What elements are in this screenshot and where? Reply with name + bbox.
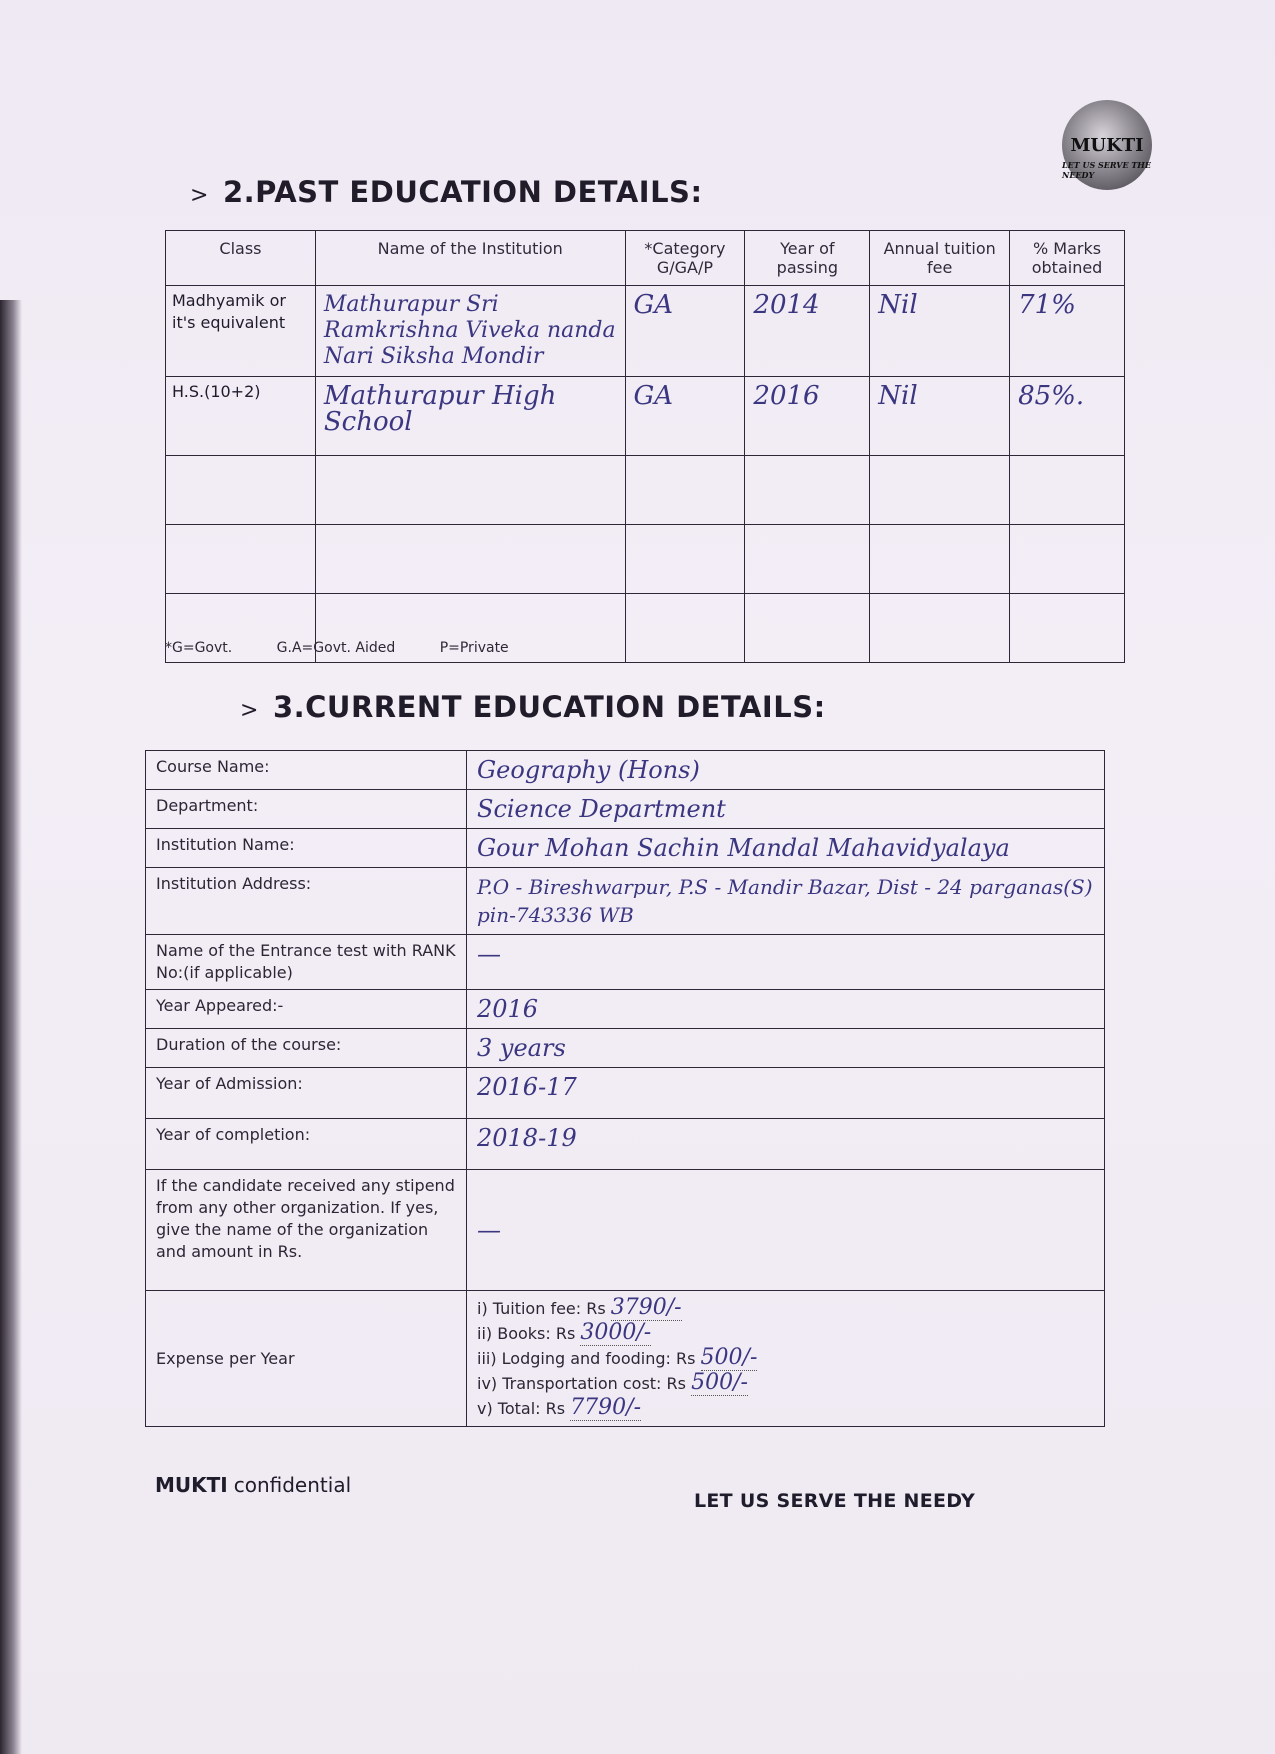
expense-item-label: ii) Books: Rs: [477, 1324, 576, 1343]
current-education-title: [240, 690, 826, 724]
current-title-text: 3.CURRENT EDUCATION DETAILS:: [272, 690, 826, 724]
field-label: Duration of the course:: [146, 1029, 467, 1068]
expense-item: [477, 1296, 1094, 1321]
expense-item: [477, 1321, 1094, 1346]
bullet-arrow-icon: >: [190, 183, 209, 208]
table-row: [146, 1068, 1105, 1119]
expense-item-amount: 500/-: [700, 1345, 758, 1370]
field-label: Institution Name:: [146, 829, 467, 868]
expense-item: [477, 1396, 1094, 1421]
header-class: Class: [166, 231, 316, 286]
past-education-title: [190, 175, 703, 209]
current-education-table: [145, 750, 1105, 1427]
past-title-text: 2.PAST EDUCATION DETAILS:: [222, 175, 703, 209]
table-row: [146, 868, 1105, 935]
table-row-empty: [166, 456, 1125, 525]
field-value: Science Department: [467, 790, 1105, 829]
table-row: [146, 829, 1105, 868]
row-class: Madhyamik or it's equivalent: [166, 286, 316, 377]
table-row: [146, 990, 1105, 1029]
expense-item-label: iii) Lodging and fooding: Rs: [477, 1349, 696, 1368]
field-value: Gour Mohan Sachin Mandal Mahavidyalaya: [467, 829, 1105, 868]
field-value: 3 years: [467, 1029, 1105, 1068]
field-label: Institution Address:: [146, 868, 467, 935]
row-marks: 85%.: [1010, 377, 1125, 456]
row-fee: Nil: [870, 377, 1010, 456]
header-category: *Category G/GA/P: [625, 231, 745, 286]
field-value: Geography (Hons): [467, 751, 1105, 790]
expense-item-amount: 3790/-: [610, 1295, 682, 1320]
category-legend: [165, 640, 549, 656]
field-value: P.O - Bireshwarpur, P.S - Mandir Bazar, Dist - 24 parganas(S) pin-743336 WB: [467, 868, 1105, 935]
expense-label: Expense per Year: [146, 1291, 467, 1427]
row-year: 2016: [745, 377, 870, 456]
expense-list: [467, 1291, 1105, 1427]
expense-item-label: v) Total: Rs: [477, 1399, 566, 1418]
table-row: [146, 935, 1105, 990]
row-year: 2014: [745, 286, 870, 377]
expense-item: [477, 1371, 1094, 1396]
table-row: [146, 1119, 1105, 1170]
legend-govt: *G=Govt.: [165, 640, 233, 656]
field-value: 2016: [467, 990, 1105, 1029]
legend-aided: G.A=Govt. Aided: [276, 640, 396, 656]
logo-text: MUKTI: [1070, 134, 1144, 156]
expense-item: [477, 1346, 1094, 1371]
row-fee: Nil: [870, 286, 1010, 377]
page-edge-shadow: [0, 300, 22, 1754]
field-label: Department:: [146, 790, 467, 829]
table-row: [146, 1029, 1105, 1068]
field-label: Year of completion:: [146, 1119, 467, 1170]
table-header-row: [166, 231, 1125, 286]
row-institution: Mathurapur High School: [315, 377, 625, 456]
footer-brand: MUKTI: [155, 1473, 228, 1497]
row-marks: 71%: [1010, 286, 1125, 377]
field-label: Year of Admission:: [146, 1068, 467, 1119]
expense-item-amount: 500/-: [691, 1370, 748, 1395]
field-label: Year Appeared:-: [146, 990, 467, 1029]
row-institution: Mathurapur Sri Ramkrishna Viveka nanda Nari Siksha Mondir: [315, 286, 625, 377]
logo-tagline: LET US SERVE THE NEEDY: [1062, 160, 1151, 180]
row-category: GA: [625, 286, 745, 377]
past-education-table: [165, 230, 1125, 663]
header-marks: % Marks obtained: [1010, 231, 1125, 286]
footer-motto: LET US SERVE THE NEEDY: [694, 1490, 976, 1512]
expense-item-label: iv) Transportation cost: Rs: [477, 1374, 686, 1393]
table-row: [146, 751, 1105, 790]
expense-row: [146, 1291, 1105, 1427]
legend-private: P=Private: [439, 640, 509, 656]
table-row: [146, 1170, 1105, 1291]
row-class: H.S.(10+2): [166, 377, 316, 456]
table-row-empty: [166, 525, 1125, 594]
footer-confidential-text: confidential: [233, 1473, 352, 1497]
field-label: Course Name:: [146, 751, 467, 790]
header-year: Year of passing: [745, 231, 870, 286]
field-value: —: [467, 935, 1105, 990]
field-value: —: [467, 1170, 1105, 1291]
table-row: [166, 377, 1125, 456]
table-row: [166, 286, 1125, 377]
footer-confidential: [155, 1473, 351, 1497]
field-value: 2018-19: [467, 1119, 1105, 1170]
expense-item-amount: 7790/-: [570, 1395, 642, 1420]
bullet-arrow-icon: >: [240, 698, 259, 723]
mukti-logo: [1062, 100, 1152, 190]
row-category: GA: [625, 377, 745, 456]
expense-item-label: i) Tuition fee: Rs: [477, 1299, 606, 1318]
header-fee: Annual tuition fee: [870, 231, 1010, 286]
field-label: If the candidate received any stipend from any other organization. If yes, give the name of the organization and amount in Rs.: [146, 1170, 467, 1291]
table-row: [146, 790, 1105, 829]
field-label: Name of the Entrance test with RANK No:(if applicable): [146, 935, 467, 990]
expense-item-amount: 3000/-: [580, 1320, 652, 1345]
header-institution: Name of the Institution: [315, 231, 625, 286]
field-value: 2016-17: [467, 1068, 1105, 1119]
